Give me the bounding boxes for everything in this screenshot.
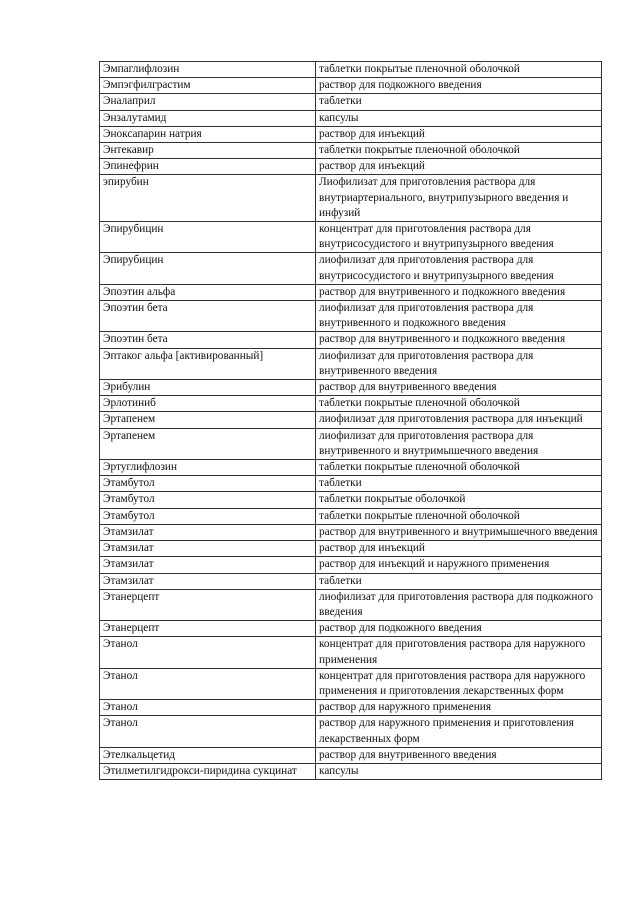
- drug-name-cell: Эмпаглифлозин: [100, 62, 316, 78]
- dosage-form-cell: таблетки покрытые пленочной оболочкой: [316, 460, 602, 476]
- table-row: [100, 110, 602, 126]
- drug-name-cell: Этамбутол: [100, 492, 316, 508]
- drug-name-cell: Эмпэгфилграстим: [100, 78, 316, 94]
- dosage-form-cell: раствор для внутривенного и подкожного введения: [316, 284, 602, 300]
- drug-name-cell: Этелкальцетид: [100, 747, 316, 763]
- dosage-form-cell: раствор для подкожного введения: [316, 621, 602, 637]
- drug-name-cell: Эпирубицин: [100, 222, 316, 253]
- dosage-form-cell: таблетки покрытые пленочной оболочкой: [316, 396, 602, 412]
- drug-name-cell: Эпоэтин альфа: [100, 284, 316, 300]
- drug-name-cell: Этамзилат: [100, 557, 316, 573]
- table-row: [100, 524, 602, 540]
- dosage-form-cell: таблетки покрытые оболочкой: [316, 492, 602, 508]
- dosage-form-cell: раствор для инъекций: [316, 159, 602, 175]
- dosage-form-cell: таблетки: [316, 573, 602, 589]
- dosage-form-cell: лиофилизат для приготовления раствора для внутрисосудистого и внутрипузырного введения: [316, 253, 602, 284]
- table-row: [100, 348, 602, 379]
- table-row: [100, 492, 602, 508]
- drug-name-cell: Эртапенем: [100, 428, 316, 459]
- table-row: [100, 716, 602, 747]
- drug-name-cell: Этанол: [100, 668, 316, 699]
- drug-name-cell: Эрибулин: [100, 380, 316, 396]
- table-row: [100, 428, 602, 459]
- table-row: [100, 637, 602, 668]
- table-row: [100, 460, 602, 476]
- drug-name-cell: Энзалутамид: [100, 110, 316, 126]
- dosage-form-cell: таблетки покрытые пленочной оболочкой: [316, 62, 602, 78]
- drug-name-cell: Этамбутол: [100, 508, 316, 524]
- dosage-form-cell: раствор для внутривенного и подкожного введения: [316, 332, 602, 348]
- drug-name-cell: Этанерцепт: [100, 621, 316, 637]
- table-row: [100, 143, 602, 159]
- drug-table-body: [100, 62, 602, 780]
- dosage-form-cell: таблетки: [316, 476, 602, 492]
- drug-name-cell: Эрлотиниб: [100, 396, 316, 412]
- dosage-form-cell: таблетки покрытые пленочной оболочкой: [316, 508, 602, 524]
- dosage-form-cell: раствор для внутривенного введения: [316, 747, 602, 763]
- table-row: [100, 253, 602, 284]
- table-row: [100, 284, 602, 300]
- dosage-form-cell: раствор для инъекций и наружного применения: [316, 557, 602, 573]
- table-row: [100, 747, 602, 763]
- dosage-form-cell: лиофилизат для приготовления раствора для внутривенного введения: [316, 348, 602, 379]
- dosage-form-cell: лиофилизат для приготовления раствора для внутривенного и подкожного введения: [316, 301, 602, 332]
- dosage-form-cell: раствор для подкожного введения: [316, 78, 602, 94]
- table-row: [100, 668, 602, 699]
- dosage-form-cell: раствор для внутривенного и внутримышечного введения: [316, 524, 602, 540]
- dosage-form-cell: таблетки: [316, 94, 602, 110]
- table-row: [100, 621, 602, 637]
- dosage-form-cell: концентрат для приготовления раствора для внутрисосудистого и внутрипузырного введения: [316, 222, 602, 253]
- dosage-form-cell: концентрат для приготовления раствора для наружного применения: [316, 637, 602, 668]
- dosage-form-cell: таблетки покрытые пленочной оболочкой: [316, 143, 602, 159]
- table-row: [100, 78, 602, 94]
- dosage-form-cell: капсулы: [316, 110, 602, 126]
- drug-name-cell: Этамзилат: [100, 573, 316, 589]
- drug-name-cell: Этамбутол: [100, 476, 316, 492]
- drug-name-cell: Этилметилгидрокси-пиридина сукцинат: [100, 763, 316, 779]
- drug-name-cell: Этанерцепт: [100, 589, 316, 620]
- drug-name-cell: эпирубин: [100, 175, 316, 222]
- dosage-form-cell: лиофилизат для приготовления раствора для подкожного введения: [316, 589, 602, 620]
- table-row: [100, 175, 602, 222]
- table-row: [100, 380, 602, 396]
- table-row: [100, 573, 602, 589]
- drug-name-cell: Энтекавир: [100, 143, 316, 159]
- drug-name-cell: Эналаприл: [100, 94, 316, 110]
- drug-name-cell: Эпоэтин бета: [100, 332, 316, 348]
- dosage-form-cell: капсулы: [316, 763, 602, 779]
- drug-name-cell: Этанол: [100, 716, 316, 747]
- dosage-form-cell: Лиофилизат для приготовления раствора для внутриартериального, внутрипузырного введения и инфузий: [316, 175, 602, 222]
- table-row: [100, 396, 602, 412]
- drug-name-cell: Эртапенем: [100, 412, 316, 428]
- table-row: [100, 62, 602, 78]
- drug-name-cell: Этамзилат: [100, 541, 316, 557]
- dosage-form-cell: раствор для внутривенного введения: [316, 380, 602, 396]
- drug-table: [99, 61, 602, 780]
- table-row: [100, 557, 602, 573]
- drug-name-cell: Эпоэтин бета: [100, 301, 316, 332]
- table-row: [100, 763, 602, 779]
- drug-name-cell: Этамзилат: [100, 524, 316, 540]
- table-row: [100, 222, 602, 253]
- table-row: [100, 541, 602, 557]
- dosage-form-cell: лиофилизат для приготовления раствора для внутривенного и внутримышечного введения: [316, 428, 602, 459]
- table-row: [100, 589, 602, 620]
- dosage-form-cell: лиофилизат для приготовления раствора для инъекций: [316, 412, 602, 428]
- dosage-form-cell: концентрат для приготовления раствора для наружного применения и приготовления лекарственных форм: [316, 668, 602, 699]
- table-row: [100, 476, 602, 492]
- table-row: [100, 126, 602, 142]
- drug-name-cell: Эпирубицин: [100, 253, 316, 284]
- table-row: [100, 159, 602, 175]
- table-row: [100, 700, 602, 716]
- table-row: [100, 332, 602, 348]
- drug-name-cell: Эноксапарин натрия: [100, 126, 316, 142]
- table-row: [100, 412, 602, 428]
- drug-name-cell: Эртуглифлозин: [100, 460, 316, 476]
- drug-name-cell: Эпинефрин: [100, 159, 316, 175]
- drug-name-cell: Этанол: [100, 700, 316, 716]
- table-row: [100, 301, 602, 332]
- dosage-form-cell: раствор для наружного применения и приготовления лекарственных форм: [316, 716, 602, 747]
- drug-name-cell: Этанол: [100, 637, 316, 668]
- dosage-form-cell: раствор для инъекций: [316, 541, 602, 557]
- table-row: [100, 508, 602, 524]
- dosage-form-cell: раствор для наружного применения: [316, 700, 602, 716]
- dosage-form-cell: раствор для инъекций: [316, 126, 602, 142]
- drug-name-cell: Эптаког альфа [активированный]: [100, 348, 316, 379]
- table-row: [100, 94, 602, 110]
